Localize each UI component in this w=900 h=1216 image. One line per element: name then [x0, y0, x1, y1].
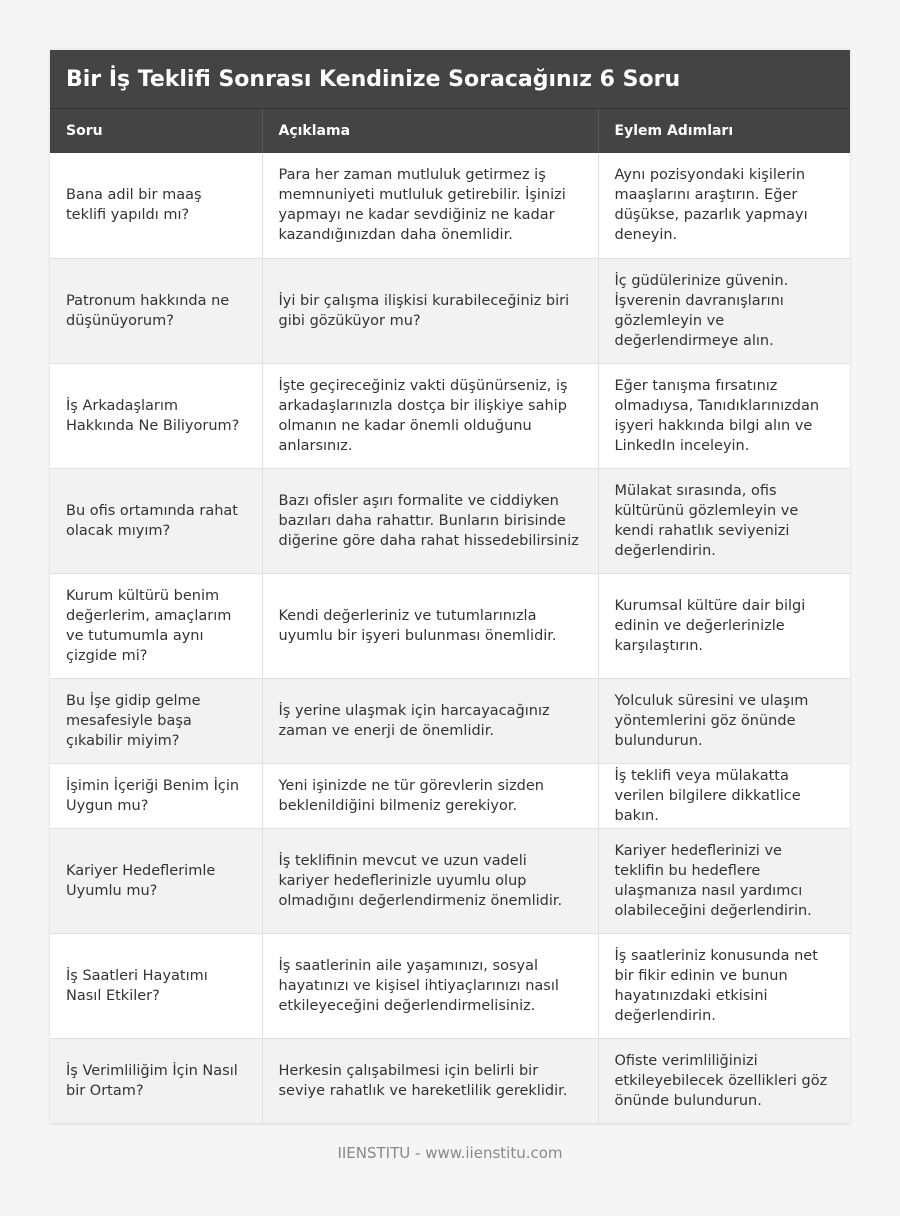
soru-cell: İşimin İçeriği Benim İçin Uygun mu? [50, 763, 262, 828]
column-header-aciklama: Açıklama [262, 109, 598, 153]
soru-cell: İş Arkadaşlarım Hakkında Ne Biliyorum? [50, 363, 262, 468]
table-row [50, 763, 850, 828]
soru-cell: Kariyer Hedeflerimle Uyumlu mu? [50, 828, 262, 933]
soru-cell: İş Verimliliğim İçin Nasıl bir Ortam? [50, 1038, 262, 1123]
table-row [50, 573, 850, 678]
aciklama-cell: İş yerine ulaşmak için harcayacağınız zaman ve enerji de önemlidir. [262, 678, 598, 763]
eylem-cell: Ofiste verimliliğinizi etkileyebilecek özellikleri göz önünde bulundurun. [598, 1038, 850, 1123]
soru-cell: Bana adil bir maaş teklifi yapıldı mı? [50, 153, 262, 258]
aciklama-cell: İşte geçireceğiniz vakti düşünürseniz, iş arkadaşlarınızla dostça bir ilişkiye sahip olmanın ne kadar önemli olduğunu anlarsınız. [262, 363, 598, 468]
eylem-cell: Eğer tanışma fırsatınız olmadıysa, Tanıdıklarınızdan işyeri hakkında bilgi alın ve LinkedIn inceleyin. [598, 363, 850, 468]
aciklama-cell: Kendi değerleriniz ve tutumlarınızla uyumlu bir işyeri bulunması önemlidir. [262, 573, 598, 678]
eylem-cell: İç güdülerinize güvenin. İşverenin davranışlarını gözlemleyin ve değerlendirmeye alın. [598, 258, 850, 363]
soru-cell: Patronum hakkında ne düşünüyorum? [50, 258, 262, 363]
page-title: Bir İş Teklifi Sonrası Kendinize Soracağınız 6 Soru [50, 50, 850, 109]
table-row [50, 258, 850, 363]
table-row [50, 468, 850, 573]
footer-credit: IIENSTITU - www.iienstitu.com [337, 1144, 563, 1162]
aciklama-cell: Para her zaman mutluluk getirmez iş memnuniyeti mutluluk getirebilir. İşinizi yapmayı ne kadar sevdiğiniz ne kadar kazandığınızdan daha önemlidir. [262, 153, 598, 258]
aciklama-cell: İyi bir çalışma ilişkisi kurabileceğiniz biri gibi gözüküyor mu? [262, 258, 598, 363]
table-header-row [50, 109, 850, 153]
table-row [50, 153, 850, 258]
aciklama-cell: Bazı ofisler aşırı formalite ve ciddiyken bazıları daha rahattır. Bunların birisinde diğerine göre daha rahat hissedebilirsiniz [262, 468, 598, 573]
soru-cell: Kurum kültürü benim değerlerim, amaçlarım ve tutumumla aynı çizgide mi? [50, 573, 262, 678]
column-header-soru: Soru [50, 109, 262, 153]
eylem-cell: Yolculuk süresini ve ulaşım yöntemlerini göz önünde bulundurun. [598, 678, 850, 763]
eylem-cell: İş saatleriniz konusunda net bir fikir edinin ve bunun hayatınızdaki etkisini değerlendirin. [598, 933, 850, 1038]
soru-cell: İş Saatleri Hayatımı Nasıl Etkiler? [50, 933, 262, 1038]
aciklama-cell: Yeni işinizde ne tür görevlerin sizden beklenildiğini bilmeniz gerekiyor. [262, 763, 598, 828]
eylem-cell: Kurumsal kültüre dair bilgi edinin ve değerlerinizle karşılaştırın. [598, 573, 850, 678]
table-row [50, 363, 850, 468]
questions-table [50, 109, 850, 1124]
eylem-cell: Aynı pozisyondaki kişilerin maaşlarını araştırın. Eğer düşükse, pazarlık yapmayı deneyin. [598, 153, 850, 258]
aciklama-cell: İş saatlerinin aile yaşamınızı, sosyal hayatınızı ve kişisel ihtiyaçlarınızı nasıl etkileyeceğini değerlendirmelisiniz. [262, 933, 598, 1038]
soru-cell: Bu İşe gidip gelme mesafesiyle başa çıkabilir miyim? [50, 678, 262, 763]
table-row [50, 933, 850, 1038]
soru-cell: Bu ofis ortamında rahat olacak mıyım? [50, 468, 262, 573]
eylem-cell: Mülakat sırasında, ofis kültürünü gözlemleyin ve kendi rahatlık seviyenizi değerlendirin. [598, 468, 850, 573]
eylem-cell: Kariyer hedeflerinizi ve teklifin bu hedeflere ulaşmanıza nasıl yardımcı olabileceğini değerlendirin. [598, 828, 850, 933]
eylem-cell: İş teklifi veya mülakatta verilen bilgilere dikkatlice bakın. [598, 763, 850, 828]
table-row [50, 678, 850, 763]
aciklama-cell: İş teklifinin mevcut ve uzun vadeli kariyer hedeflerinizle uyumlu olup olmadığını değerlendirmeniz önemlidir. [262, 828, 598, 933]
column-header-eylem: Eylem Adımları [598, 109, 850, 153]
questions-card [50, 50, 850, 1124]
aciklama-cell: Herkesin çalışabilmesi için belirli bir seviye rahatlık ve hareketlilik gereklidir. [262, 1038, 598, 1123]
table-row [50, 828, 850, 933]
table-row [50, 1038, 850, 1123]
